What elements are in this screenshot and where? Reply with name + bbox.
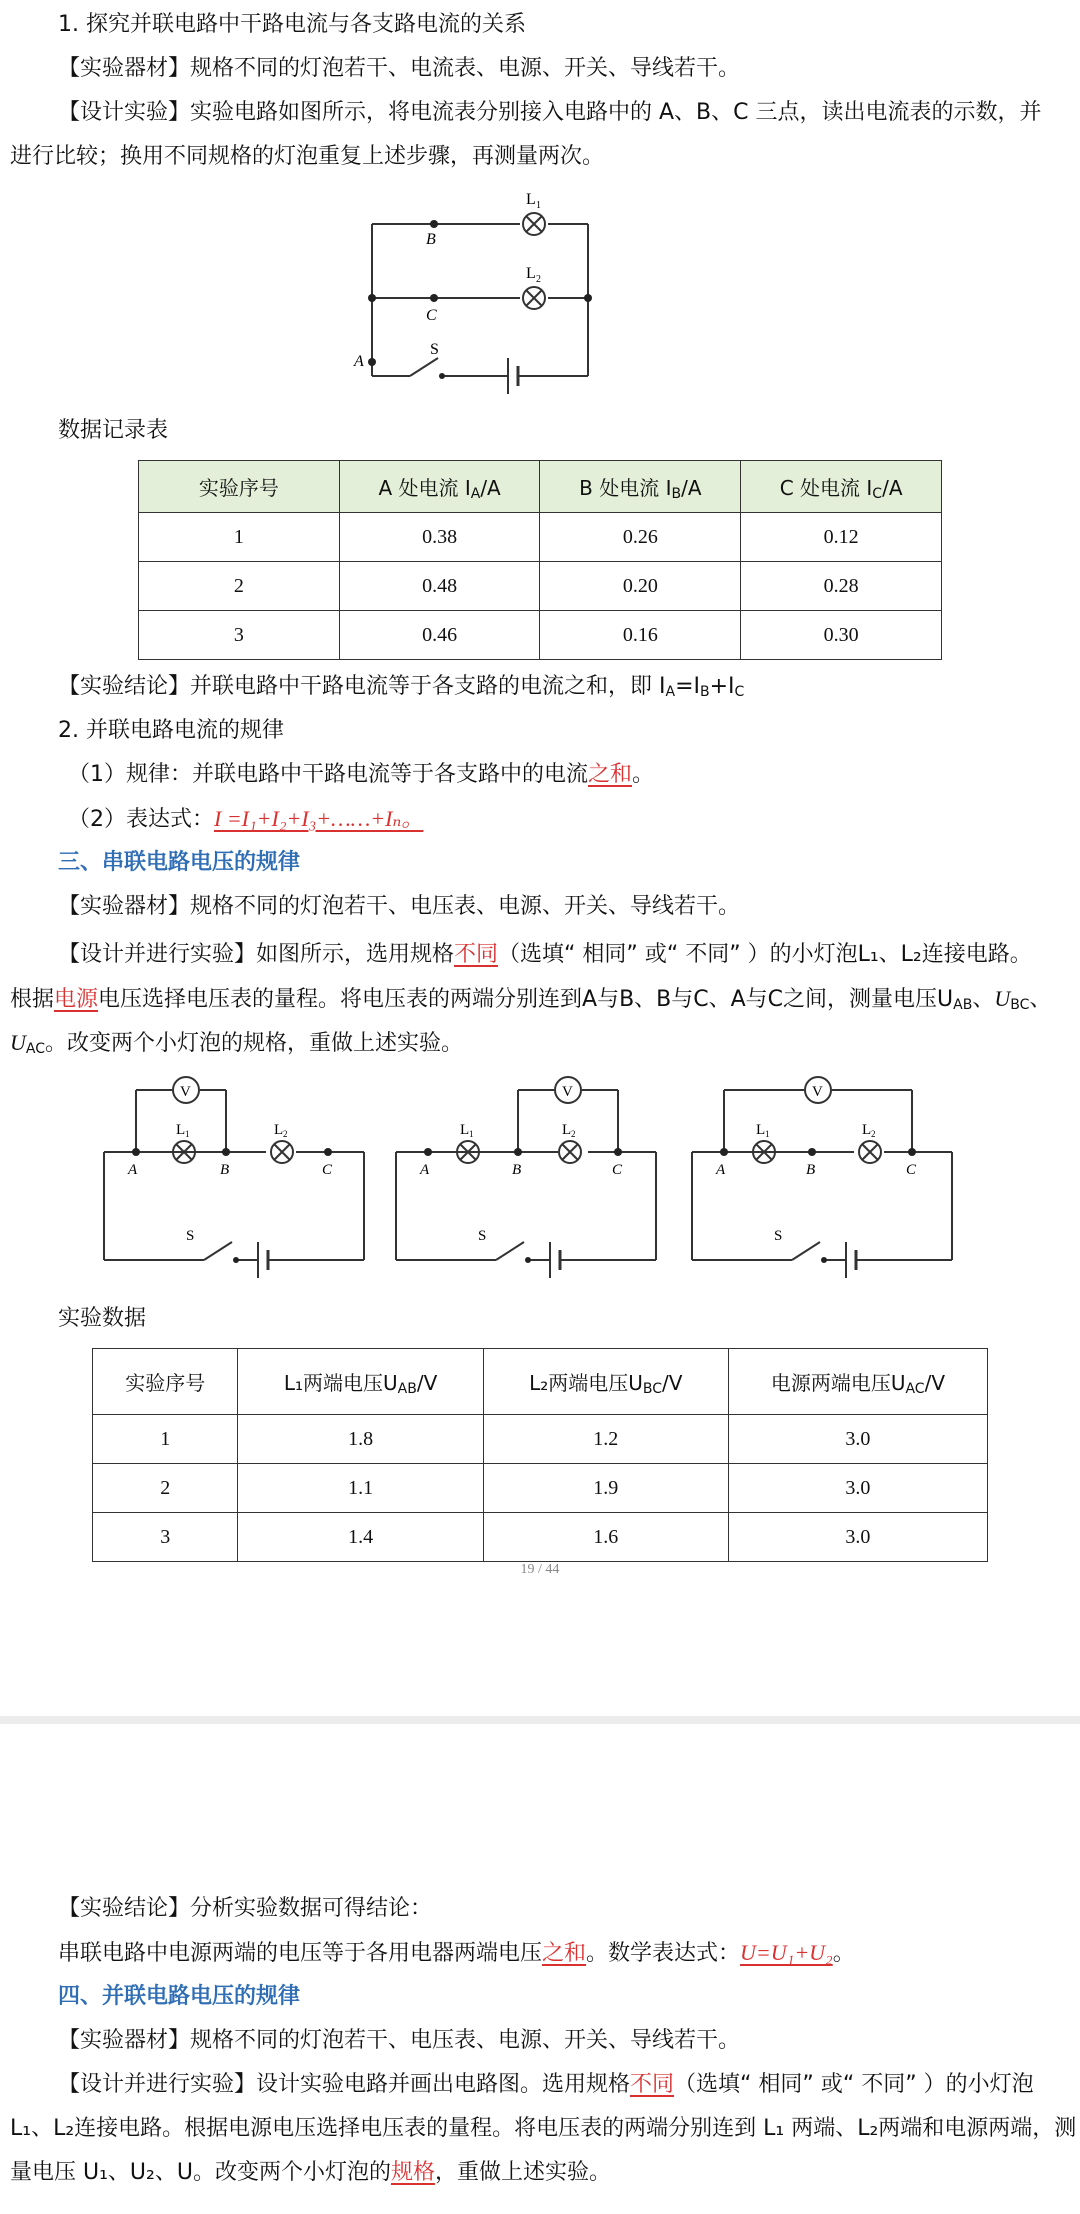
current-data-table — [138, 460, 942, 660]
table-row: 3 1.4 1.6 3.0 — [93, 1513, 988, 1562]
svg-text:1: 1 — [185, 1129, 190, 1139]
section4-design-line3: 量电压 U₁、U₂、U。改变两个小灯泡的规格，重做上述实验。 — [10, 2160, 611, 2185]
svg-text:A: A — [420, 1162, 430, 1178]
section4-heading: 四、并联电路电压的规律 — [58, 1984, 301, 2009]
svg-text:L: L — [526, 191, 536, 208]
table-row: 1 0.38 0.26 0.12 — [139, 513, 942, 562]
table2-header-2: L₂两端电压$U_{BC}/V$ — [483, 1349, 728, 1415]
svg-text:A: A — [128, 1162, 138, 1178]
table-row: 2 0.48 0.20 0.28 — [139, 562, 942, 611]
table-row: 2 1.1 1.9 3.0 — [93, 1464, 988, 1513]
svg-text:C: C — [906, 1162, 917, 1178]
series-circuit-diagram-bc — [388, 1070, 668, 1290]
svg-text:1: 1 — [536, 200, 541, 211]
svg-text:C: C — [612, 1162, 623, 1178]
section1-heading: 1. 探究并联电路中干路电流与各支路电流的关系 — [58, 12, 526, 37]
section3-equipment: 【实验器材】规格不同的灯泡若干、电压表、电源、开关、导线若干。 — [58, 894, 741, 919]
svg-text:2: 2 — [536, 274, 541, 285]
table1-header-1: A 处电流 $I_A/A$ — [339, 461, 540, 513]
svg-text:V: V — [180, 1084, 191, 1100]
svg-text:V: V — [562, 1084, 573, 1100]
table2-header-3: 电源两端电压$U_{AC}/V$ — [728, 1349, 987, 1415]
table2-title: 实验数据 — [58, 1306, 147, 1331]
law-formula-answer: U=U₁+U₂ — [740, 1940, 833, 1965]
series-circuit-diagram-ab — [96, 1070, 376, 1290]
series-circuit-diagram-ac — [684, 1070, 964, 1290]
svg-text:S: S — [774, 1228, 783, 1244]
svg-text:S: S — [186, 1228, 195, 1244]
svg-text:L: L — [526, 265, 536, 282]
svg-text:L: L — [274, 1122, 284, 1138]
section4-design-line1: 【设计并进行实验】设计实验电路并画出电路图。选用规格不同（选填“ 相同” 或“ 不同” ）的小灯泡 — [58, 2072, 1034, 2097]
table2-header-0: 实验序号 — [93, 1349, 238, 1415]
svg-text:2: 2 — [283, 1129, 288, 1139]
svg-text:1: 1 — [469, 1129, 474, 1139]
page-number: 19 / 44 — [520, 1562, 560, 1577]
section3-design-line2: 根据电源电压选择电压表的量程。将电压表的两端分别连到A与B、B与C、A与C之间，测量电压$U_{AB}$、$U_{BC}$、 — [10, 986, 1052, 1013]
page2-conclusion: 【实验结论】分析实验数据可得结论： — [58, 1896, 433, 1921]
page2-law: 串联电路中电源两端的电压等于各用电器两端电压之和。数学表达式：U=U₁+U₂。 — [58, 1940, 855, 1966]
svg-text:A: A — [354, 353, 364, 370]
svg-text:1: 1 — [765, 1129, 770, 1139]
table-row: 1 1.8 1.2 3.0 — [93, 1415, 988, 1464]
table2-header-1: L₁两端电压$U_{AB}/V$ — [238, 1349, 483, 1415]
svg-text:V: V — [812, 1084, 823, 1100]
section3-design-line1: 【设计并进行实验】如图所示，选用规格不同（选填“ 相同” 或“ 不同” ）的小灯泡L₁、L₂连接电路。 — [58, 942, 1032, 967]
svg-text:2: 2 — [571, 1129, 576, 1139]
svg-text:L: L — [562, 1122, 572, 1138]
voltage-data-table — [92, 1348, 988, 1562]
svg-text:C: C — [426, 307, 437, 324]
svg-text:S: S — [430, 341, 439, 358]
svg-text:A: A — [716, 1162, 726, 1178]
table1-header-0: 实验序号 — [139, 461, 340, 513]
section1-conclusion: 【实验结论】并联电路中干路电流等于各支路的电流之和，即 $I_A=I_B+I_C$ — [58, 674, 745, 700]
section2-heading: 2. 并联电路电流的规律 — [58, 718, 284, 743]
table1-title: 数据记录表 — [58, 418, 169, 443]
svg-text:L: L — [862, 1122, 872, 1138]
section4-equipment: 【实验器材】规格不同的灯泡若干、电压表、电源、开关、导线若干。 — [58, 2028, 741, 2053]
section1-design-line1: 【设计实验】实验电路如图所示，将电流表分别接入电路中的 A、B、C 三点，读出电流表的示数，并 — [58, 100, 1042, 125]
table-row: 3 0.46 0.16 0.30 — [139, 611, 942, 660]
switch-icon — [410, 358, 438, 376]
table1-header-3: C 处电流 $I_C/A$ — [741, 461, 942, 513]
svg-text:B: B — [512, 1162, 522, 1178]
section3-design-line3: $U_{AC}$。改变两个小灯泡的规格，重做上述实验。 — [10, 1030, 464, 1057]
svg-text:L: L — [756, 1122, 766, 1138]
section4-design-line2: L₁、L₂连接电路。根据电源电压选择电压表的量程。将电压表的两端分别连到 L₁ 两端、L₂两端和电源两端，测 — [10, 2116, 1077, 2141]
svg-text:B: B — [220, 1162, 230, 1178]
svg-text:B: B — [426, 231, 436, 248]
svg-text:S: S — [478, 1228, 487, 1244]
section1-design-line2: 进行比较；换用不同规格的灯泡重复上述步骤，再测量两次。 — [10, 144, 605, 169]
document-page-20 — [0, 1724, 1080, 2214]
svg-text:C: C — [322, 1162, 333, 1178]
parallel-circuit-diagram — [350, 186, 600, 396]
table1-header-2: B 处电流 $I_B/A$ — [540, 461, 741, 513]
svg-text:B: B — [806, 1162, 816, 1178]
svg-text:2: 2 — [871, 1129, 876, 1139]
rule-answer: 之和 — [588, 762, 633, 787]
svg-text:L: L — [460, 1122, 470, 1138]
section3-heading: 三、串联电路电压的规律 — [58, 850, 301, 875]
svg-text:L: L — [176, 1122, 186, 1138]
section2-expression: （2）表达式：I =I₁+I₂+I₃+……+Iₙ。 — [68, 806, 424, 832]
section2-rule: （1）规律：并联电路中干路电流等于各支路中的电流之和。 — [68, 762, 655, 787]
section1-equipment: 【实验器材】规格不同的灯泡若干、电流表、电源、开关、导线若干。 — [58, 56, 741, 81]
expression-answer: I =I₁+I₂+I₃+……+Iₙ。 — [214, 806, 424, 831]
